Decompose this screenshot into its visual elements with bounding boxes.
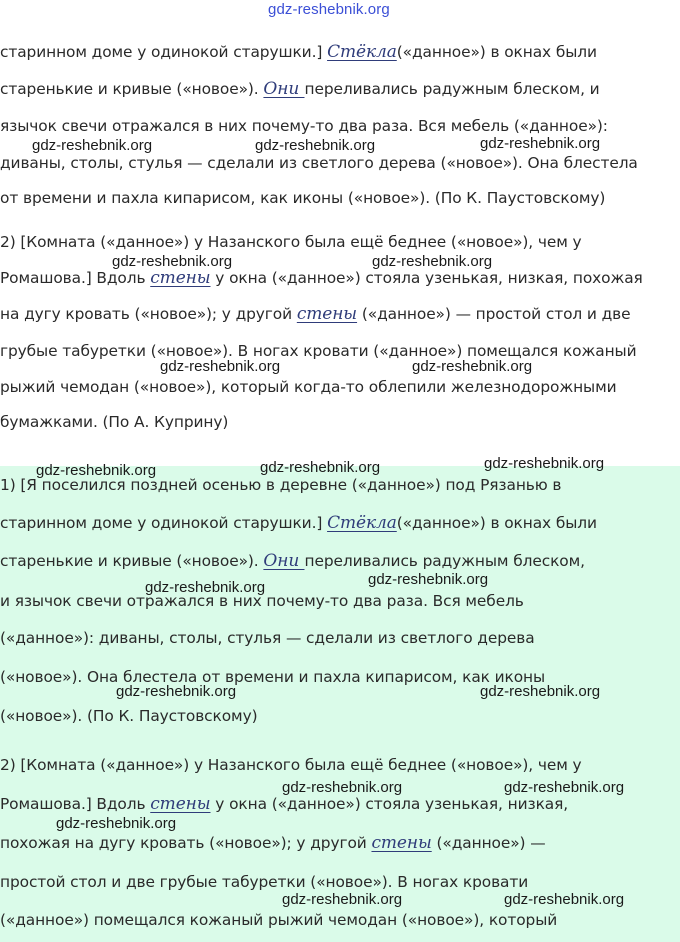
watermark-text: gdz-reshebnik.org [484,455,605,472]
text-line [0,551,585,571]
text-line [0,341,637,361]
text-segment: старенькие и кривые («новое»). [0,80,264,98]
text-segment: («данное») в окнах были [396,514,597,532]
text-line [0,628,535,648]
watermark-text: gdz-reshebnik.org [116,683,237,700]
text-line [0,42,597,62]
text-segment: («данное») — [431,834,546,852]
text-line [0,79,600,99]
text-segment: от времени и пахла кипарисом, как иконы («новое»). (По К. Паустовскому) [0,189,606,207]
text-segment: («данное»): диваны, столы, стулья — сделали из светлого дерева [0,629,535,647]
watermark-text: gdz-reshebnik.org [260,459,381,476]
watermark-text: gdz-reshebnik.org [372,253,493,270]
text-segment: переливались радужным блеском, и [304,80,600,98]
text-line [0,910,557,930]
text-segment: диваны, столы, стулья — сделали из светлого дерева («новое»). Она блестела [0,154,638,172]
text-segment: бумажками. (По А. Куприну) [0,413,229,431]
watermark-text: gdz-reshebnik.org [32,137,153,154]
watermark-text: gdz-reshebnik.org [480,135,601,152]
handwritten-subject: Стёкла [327,513,397,533]
watermark-text: gdz-reshebnik.org [480,683,601,700]
text-segment: у окна («данное») стояла узенькая, низкая, [210,795,569,813]
text-line [0,794,568,814]
text-segment: Ромашова.] Вдоль [0,269,151,287]
handwritten-subject: стены [150,268,211,288]
text-segment: («данное») в окнах были [396,43,597,61]
watermark-text: gdz-reshebnik.org [368,571,489,588]
handwritten-subject: стены [296,304,358,324]
text-segment: рыжий чемодан («новое»), который когда-то облепили железнодорожными [0,378,617,396]
text-line [0,513,597,533]
text-line [0,833,546,853]
watermark-text: gdz-reshebnik.org [504,779,625,796]
text-segment: простой стол и две грубые табуретки («новое»). В ногах кровати [0,873,529,891]
text-segment: и язычок свечи отражался в них почему-то два раза. Вся мебель [0,592,524,610]
text-segment: похожая на дугу кровать («новое»); у другой [0,834,372,852]
watermark-text: gdz-reshebnik.org [282,779,403,796]
watermark-text: gdz-reshebnik.org [504,891,625,908]
handwritten-subject: стены [150,794,211,814]
watermark-text: gdz-reshebnik.org [160,358,281,375]
watermark-text: gdz-reshebnik.org [412,358,533,375]
watermark-text: gdz-reshebnik.org [282,891,403,908]
watermark-text: gdz-reshebnik.org [255,137,376,154]
text-line [0,153,638,173]
text-segment: 1) [Я поселился поздней осенью в деревне («данное») под Рязанью в [0,476,562,494]
handwritten-subject: Они [263,79,305,99]
text-segment: грубые табуретки («новое»). В ногах кровати («данное») помещался кожаный [0,342,637,360]
text-segment: старенькие и кривые («новое»). [0,552,264,570]
text-segment: на дугу кровать («новое»); у другой [0,305,297,323]
text-segment: переливались радужным блеском, [304,552,585,570]
highlighted-answer-block [0,466,680,942]
text-line [0,116,608,136]
text-segment: («данное») — простой стол и две [357,305,631,323]
text-line [0,872,528,892]
text-line [0,755,582,775]
text-segment: старинном доме у одинокой старушки.] [0,43,328,61]
text-segment: («данное») помещался кожаный рыжий чемодан («новое»), который [0,911,558,929]
text-line [0,706,257,726]
watermark-text: gdz-reshebnik.org [56,815,177,832]
text-line [0,268,643,288]
text-segment: («новое»). Она блестела от времени и пахла кипарисом, как иконы [0,668,546,686]
text-line [0,304,631,324]
text-line [0,412,228,432]
handwritten-subject: Они [263,551,305,571]
handwritten-subject: Стёкла [327,42,397,62]
text-segment: язычок свечи отражался в них почему-то два раза. Вся мебель («данное»): [0,117,608,135]
watermark-text: gdz-reshebnik.org [36,462,157,479]
text-line [0,232,582,252]
watermark-text: gdz-reshebnik.org [268,1,390,18]
text-line [0,188,605,208]
text-segment: Ромашова.] Вдоль [0,795,151,813]
text-line [0,377,617,397]
text-segment: 2) [Комната («данное») у Назанского была ещё беднее («новое»), чем у [0,756,582,774]
watermark-text: gdz-reshebnik.org [112,253,233,270]
watermark-text: gdz-reshebnik.org [145,579,266,596]
handwritten-subject: стены [371,833,432,853]
text-segment: старинном доме у одинокой старушки.] [0,514,328,532]
text-segment: («новое»). (По К. Паустовскому) [0,707,258,725]
text-segment: 2) [Комната («данное») у Назанского была ещё беднее («новое»), чем у [0,233,582,251]
text-line [0,667,545,687]
text-segment: у окна («данное») стояла узенькая, низкая, похожая [210,269,643,287]
